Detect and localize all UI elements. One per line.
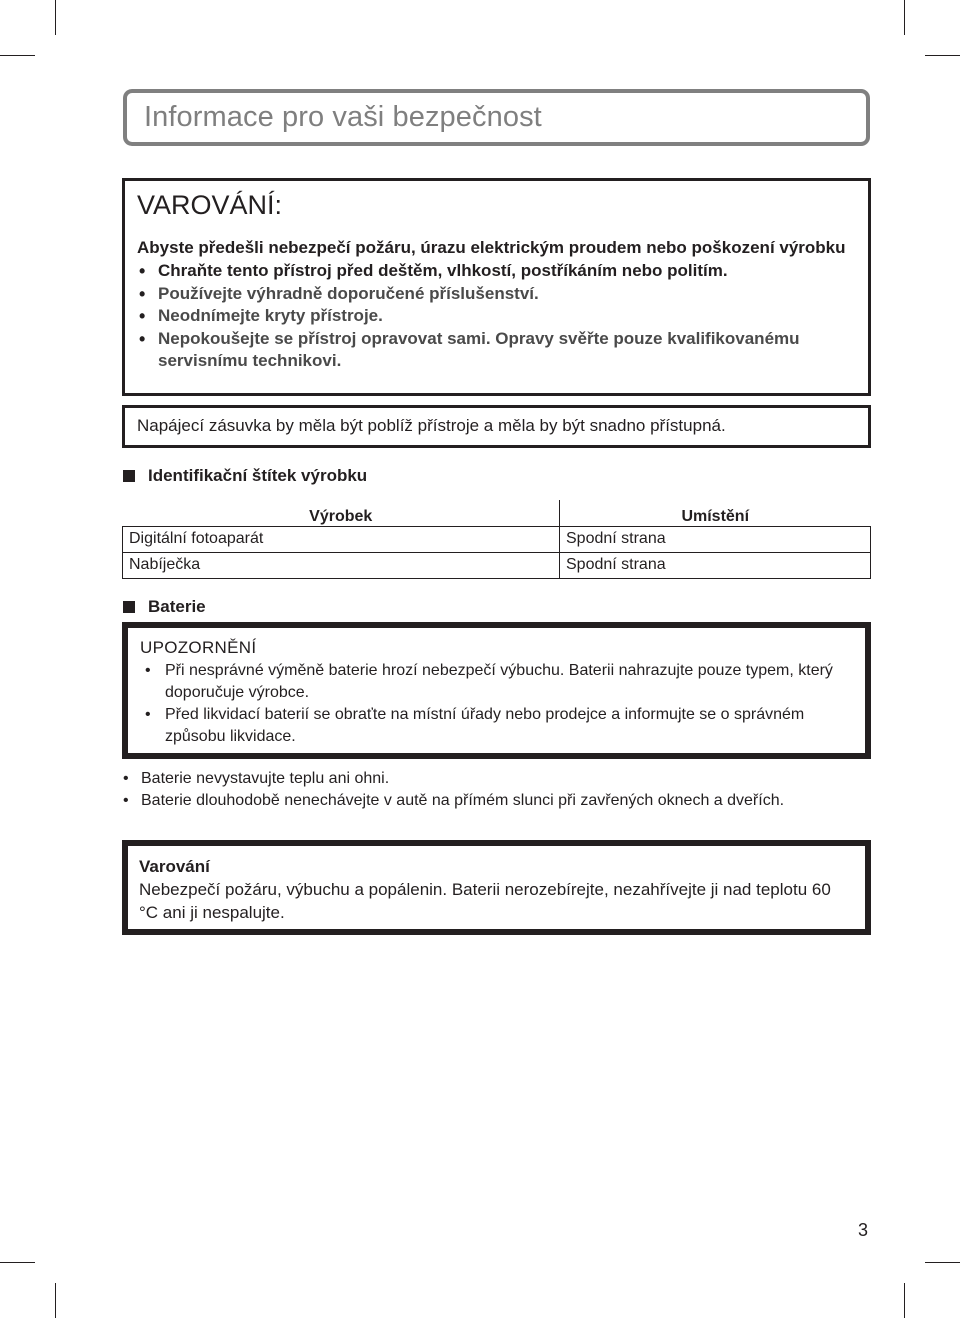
square-bullet-icon xyxy=(123,470,135,482)
warning-item: • Používejte výhradně doporučené příslušenství. xyxy=(137,283,857,306)
table-cell: Nabíječka xyxy=(123,552,560,578)
danger-heading: Varování xyxy=(139,857,210,876)
warning-intro: Abyste předešli nebezpečí požáru, úrazu elektrickým proudem nebo poškození výrobku xyxy=(137,238,846,257)
identification-table xyxy=(122,500,871,579)
table-cell: Spodní strana xyxy=(560,552,871,578)
table-cell: Digitální fotoaparát xyxy=(123,526,560,552)
caution-box xyxy=(122,622,871,759)
warning-item: • Chraňte tento přístroj před deštěm, vlhkostí, postříkáním nebo politím. xyxy=(137,260,857,283)
table-row xyxy=(123,552,871,578)
table-row xyxy=(123,526,871,552)
crop-mark-top-left xyxy=(55,0,56,35)
warning-item: • Nepokoušejte se přístroj opravovat sami. Opravy svěřte pouze kvalifikovanému servisnímu technikovi. xyxy=(137,328,857,373)
table-cell: Spodní strana xyxy=(560,526,871,552)
square-bullet-icon xyxy=(123,601,135,613)
page-number: 3 xyxy=(858,1220,869,1240)
battery-heading-text: Baterie xyxy=(148,597,206,616)
crop-mark-top-left-h xyxy=(0,55,35,56)
warning-box xyxy=(122,178,871,396)
warning-item: • Neodnímejte kryty přístroje. xyxy=(137,305,857,328)
table-header-row xyxy=(123,500,871,526)
battery-heading xyxy=(123,597,206,617)
warning-list xyxy=(137,260,868,373)
crop-mark-top-right-h xyxy=(925,55,960,56)
crop-mark-top-right xyxy=(904,0,905,35)
column-header-location: Umístění xyxy=(560,500,871,526)
battery-note: • Baterie dlouhodobě nenechávejte v autě na přímém slunci při zavřených oknech a dveřích. xyxy=(122,790,784,812)
page-title-box xyxy=(123,89,870,146)
battery-note: • Baterie nevystavujte teplu ani ohni. xyxy=(122,768,784,790)
identification-heading xyxy=(123,466,367,486)
page-title: Informace pro vaši bezpečnost xyxy=(144,101,542,133)
warning-heading: VAROVÁNÍ: xyxy=(137,190,283,220)
crop-mark-bottom-right xyxy=(904,1283,905,1318)
danger-box xyxy=(122,840,871,935)
identification-heading-text: Identifikační štítek výrobku xyxy=(148,466,368,485)
outlet-note: Napájecí zásuvka by měla být poblíž přístroje a měla by být snadno přístupná. xyxy=(137,416,726,435)
crop-mark-bottom-left-h xyxy=(0,1262,35,1263)
crop-mark-bottom-left xyxy=(55,1283,56,1318)
crop-mark-bottom-right-h xyxy=(925,1262,960,1263)
caution-item: • Při nesprávné výměně baterie hrozí nebezpečí výbuchu. Baterii nahrazujte pouze typem, který doporučuje výrobce. xyxy=(140,660,860,704)
column-header-product: Výrobek xyxy=(123,500,560,526)
caution-list xyxy=(140,660,865,748)
caution-item: • Před likvidací baterií se obraťte na místní úřady nebo prodejce a informujte se o správném způsobu likvidace. xyxy=(140,704,860,748)
battery-notes-list xyxy=(122,768,784,812)
outlet-note-box xyxy=(122,405,871,448)
danger-text: Nebezpečí požáru, výbuchu a popálenin. Baterii nerozebírejte, nezahřívejte ji nad teplotu 60 °C ani ji nespalujte. xyxy=(139,880,831,922)
caution-heading: UPOZORNĚNÍ xyxy=(140,638,257,657)
